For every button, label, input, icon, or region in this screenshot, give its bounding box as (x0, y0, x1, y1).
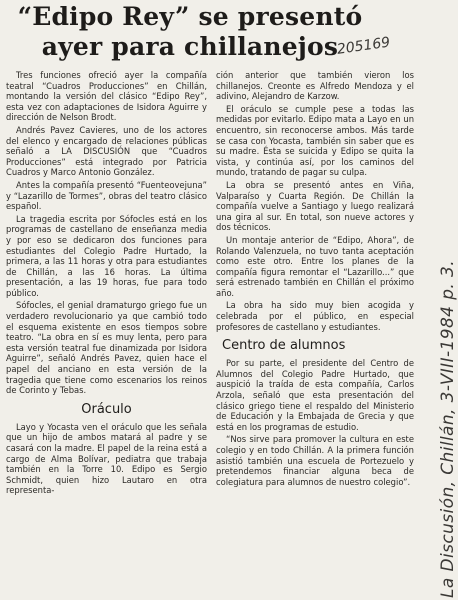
paragraph: La tragedia escrita por Sófocles está en los programas de castellano de enseñanza media y por eso se dedicaron dos funciones para estudiantes del Colegio Padre Hurtado, la primera, a las 11 horas y otra para estudiantes de Chillán, a las 16 horas. La última presentación, a las 19 horas, fue para todo público. (6, 213, 207, 298)
paragraph: Layo y Yocasta ven el oráculo que les señala que un hijo de ambos matará al padre y se casará con la madre. El papel de la reina está a cargo de Alma Bolívar, pediatra que trabaja también en la Torre 10. Edipo es Sergio Schmidt, quien hizo Lautaro en otra representa- (6, 421, 207, 496)
paragraph: La obra ha sido muy bien acogida y celebrada por el público, en especial profesores de castellano y estudiantes. (216, 300, 414, 332)
subheading-centro-de-alumnos: Centro de alumnos (222, 338, 346, 354)
handwritten-catalog-number: 205169 (336, 34, 392, 58)
paragraph: ción anterior que también vieron los chillanejos. Creonte es Alfredo Mendoza y el adivino, Alejandro de Karzow. (216, 70, 414, 102)
paragraph: Antes la compañía presentó “Fuenteovejuna” y “Lazarillo de Tormes”, obras del teatro clásico español. (6, 179, 207, 212)
article-column-left (6, 70, 207, 498)
paragraph: La obra se presentó antes en Viña, Valparaíso y Cuarta Región. De Chillán la compañía vuelve a Santiago y luego realizará una gira al sur. En total, son nueve actores y dos técnicos. (216, 179, 414, 233)
paragraph: Por su parte, el presidente del Centro de Alumnos del Colegio Padre Hurtado, que auspició la traída de esta compañía, Carlos Arzola, señaló que esta presentación del clásico griego tiene el respaldo del Ministerio de Educación y la Embajada de Grecia y que está en los programas de estudio. (216, 358, 414, 432)
headline-line-1: “Edipo Rey” se presentó (17, 2, 363, 31)
handwritten-source-note: La Discusión, Chillán, 3-VIII-1984 p. 3. (438, 259, 458, 598)
subheading-oraculo: Oráculo (81, 401, 132, 417)
headline-line-2: ayer para chillanejos (41, 32, 339, 61)
paragraph: Tres funciones ofreció ayer la compañía teatral “Cuadros Producciones” en Chillán, montando la versión del clásico “Edipo Rey”, esta vez con adaptaciones de Isidora Aguirre y dirección de Nelson Brodt. (6, 70, 207, 123)
article-column-right (216, 70, 414, 489)
paragraph: El oráculo se cumple pese a todas las medidas por evitarlo. Edipo mata a Layo en un encuentro, sin reconocerse ambos. Más tarde se casa con Yocasta, también sin saber que es su madre. Ésta se suicida y Edipo se quita la vista, y continúa así, por los caminos del mundo, tratando de pagar su culpa. (216, 103, 414, 178)
paragraph: “Nos sirve para promover la cultura en este colegio y en todo Chillán. A la primera función asistió también una escuela de Portezuelo y pretendemos financiar alguna beca de colegiatura para alumnos de nuestro colegio”. (216, 434, 414, 487)
paragraph: Sófocles, el genial dramaturgo griego fue un verdadero revolucionario ya que cambió todo el esquema existente en esos tiempos sobre teatro. “La obra en sí es muy lenta, pero para esta versión teatral fue dinamizada por Isidora Aguirre”, señaló Andrés Pavez, quien hace el papel del anciano en esta versión de la tragedia que tiene como escenarios los reinos de Corinto y Tebas. (6, 300, 207, 396)
paragraph: Un montaje anterior de “Edipo, Ahora”, de Rolando Valenzuela, no tuvo tanta aceptación como este otro. Entre los planes de la compañía figura remontar el “Lazarillo...” que será estrenado también en Chillán el próximo año. (216, 234, 414, 298)
paragraph: Andrés Pavez Cavieres, uno de los actores del elenco y encargado de relaciones públicas señaló a LA DISCUSIÓN que “Cuadros Producciones” está integrado por Patricia Cuadros y Marco Antonio González. (6, 124, 207, 178)
headline (10, 2, 370, 62)
